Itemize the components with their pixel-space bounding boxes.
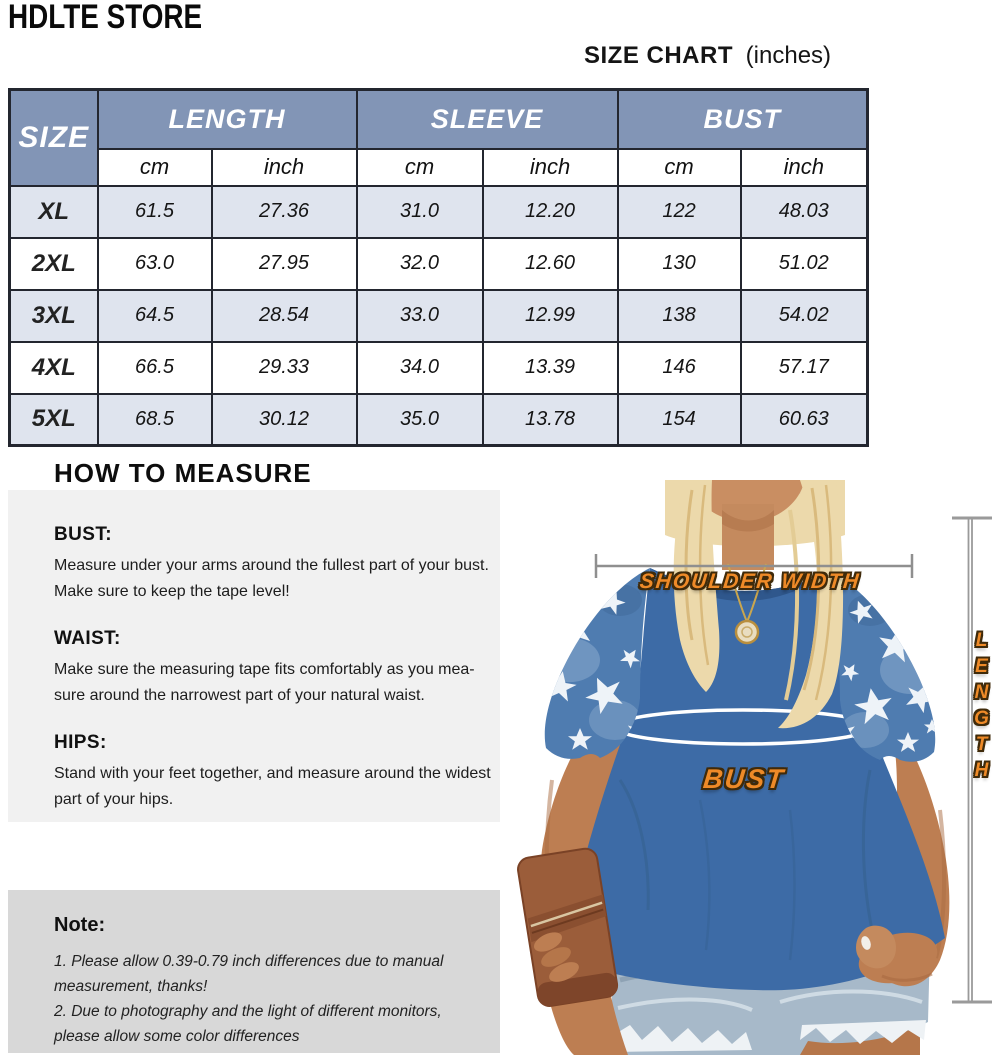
size-cell: XL [10,186,98,238]
value-cell: 68.5 [98,394,212,446]
value-cell: 28.54 [212,290,357,342]
table-row [10,342,868,394]
size-chart-heading-units: (inches) [745,42,832,69]
measure-section-bust [54,524,493,605]
measure-text-line: Stand with your feet together, and measure around the widest [54,765,491,782]
value-cell: 32.0 [357,238,483,290]
units-word: inches [753,42,824,69]
value-cell: 51.02 [741,238,868,290]
bust-label: BUST [701,764,787,794]
table-header-row [10,90,868,149]
col-header-sleeve: SLEEVE [357,90,618,149]
store-title: HDLTE STORE [8,0,203,36]
unit-label: inch [741,149,868,186]
table-row [10,290,868,342]
value-cell: 57.17 [741,342,868,394]
value-cell: 63.0 [98,238,212,290]
value-cell: 122 [618,186,741,238]
product-photo [500,480,1000,1055]
value-cell: 27.36 [212,186,357,238]
length-label: LENGTH [971,630,992,786]
measure-label: WAIST: [54,628,121,649]
value-cell: 48.03 [741,186,868,238]
note-line: 1. Please allow 0.39-0.79 inch differences due to manual [54,953,444,970]
unit-label: cm [618,149,741,186]
value-cell: 35.0 [357,394,483,446]
value-cell: 12.60 [483,238,618,290]
table-units-row [10,149,868,186]
how-to-measure-heading: HOW TO MEASURE [54,458,312,488]
measure-label: BUST: [54,524,112,545]
table-row [10,238,868,290]
table-row [10,394,868,446]
note-line: please allow some color differences [54,1028,300,1045]
col-header-size: SIZE [10,90,98,186]
value-cell: 138 [618,290,741,342]
shoulder-width-label: SHOULDER WIDTH [638,570,862,593]
value-cell: 33.0 [357,290,483,342]
size-chart-heading-main: SIZE CHART [584,42,733,69]
col-header-bust: BUST [618,90,868,149]
measure-text-line: Measure under your arms around the fullest part of your bust. [54,557,489,574]
value-cell: 60.63 [741,394,868,446]
note-line: measurement, thanks! [54,978,208,995]
unit-label: cm [357,149,483,186]
value-cell: 27.95 [212,238,357,290]
col-header-length: LENGTH [98,90,357,149]
pendant [736,621,758,643]
table-row [10,186,868,238]
size-chart-heading [584,42,831,70]
note-panel [8,890,517,1053]
unit-label: inch [212,149,357,186]
unit-label: cm [98,149,212,186]
value-cell: 12.20 [483,186,618,238]
measure-text-line: Make sure to keep the tape level! [54,583,290,600]
size-cell: 4XL [10,342,98,394]
value-cell: 31.0 [357,186,483,238]
size-chart-table [8,88,869,447]
measure-guide-panel [8,490,517,822]
measure-label: HIPS: [54,732,107,753]
value-cell: 66.5 [98,342,212,394]
size-cell: 3XL [10,290,98,342]
size-cell: 5XL [10,394,98,446]
measure-section-hips [54,732,493,813]
value-cell: 64.5 [98,290,212,342]
value-cell: 34.0 [357,342,483,394]
value-cell: 29.33 [212,342,357,394]
value-cell: 12.99 [483,290,618,342]
measure-text-line: Make sure the measuring tape fits comfortably as you mea- [54,661,475,678]
value-cell: 30.12 [212,394,357,446]
value-cell: 130 [618,238,741,290]
value-cell: 146 [618,342,741,394]
size-cell: 2XL [10,238,98,290]
value-cell: 154 [618,394,741,446]
measure-section-waist [54,628,493,709]
note-line: 2. Due to photography and the light of different monitors, [54,1003,442,1020]
note-heading: Note: [54,914,106,936]
value-cell: 54.02 [741,290,868,342]
unit-label: inch [483,149,618,186]
value-cell: 13.39 [483,342,618,394]
measure-text-line: sure around the narrowest part of your natural waist. [54,687,425,704]
measure-text-line: part of your hips. [54,791,174,808]
value-cell: 13.78 [483,394,618,446]
value-cell: 61.5 [98,186,212,238]
